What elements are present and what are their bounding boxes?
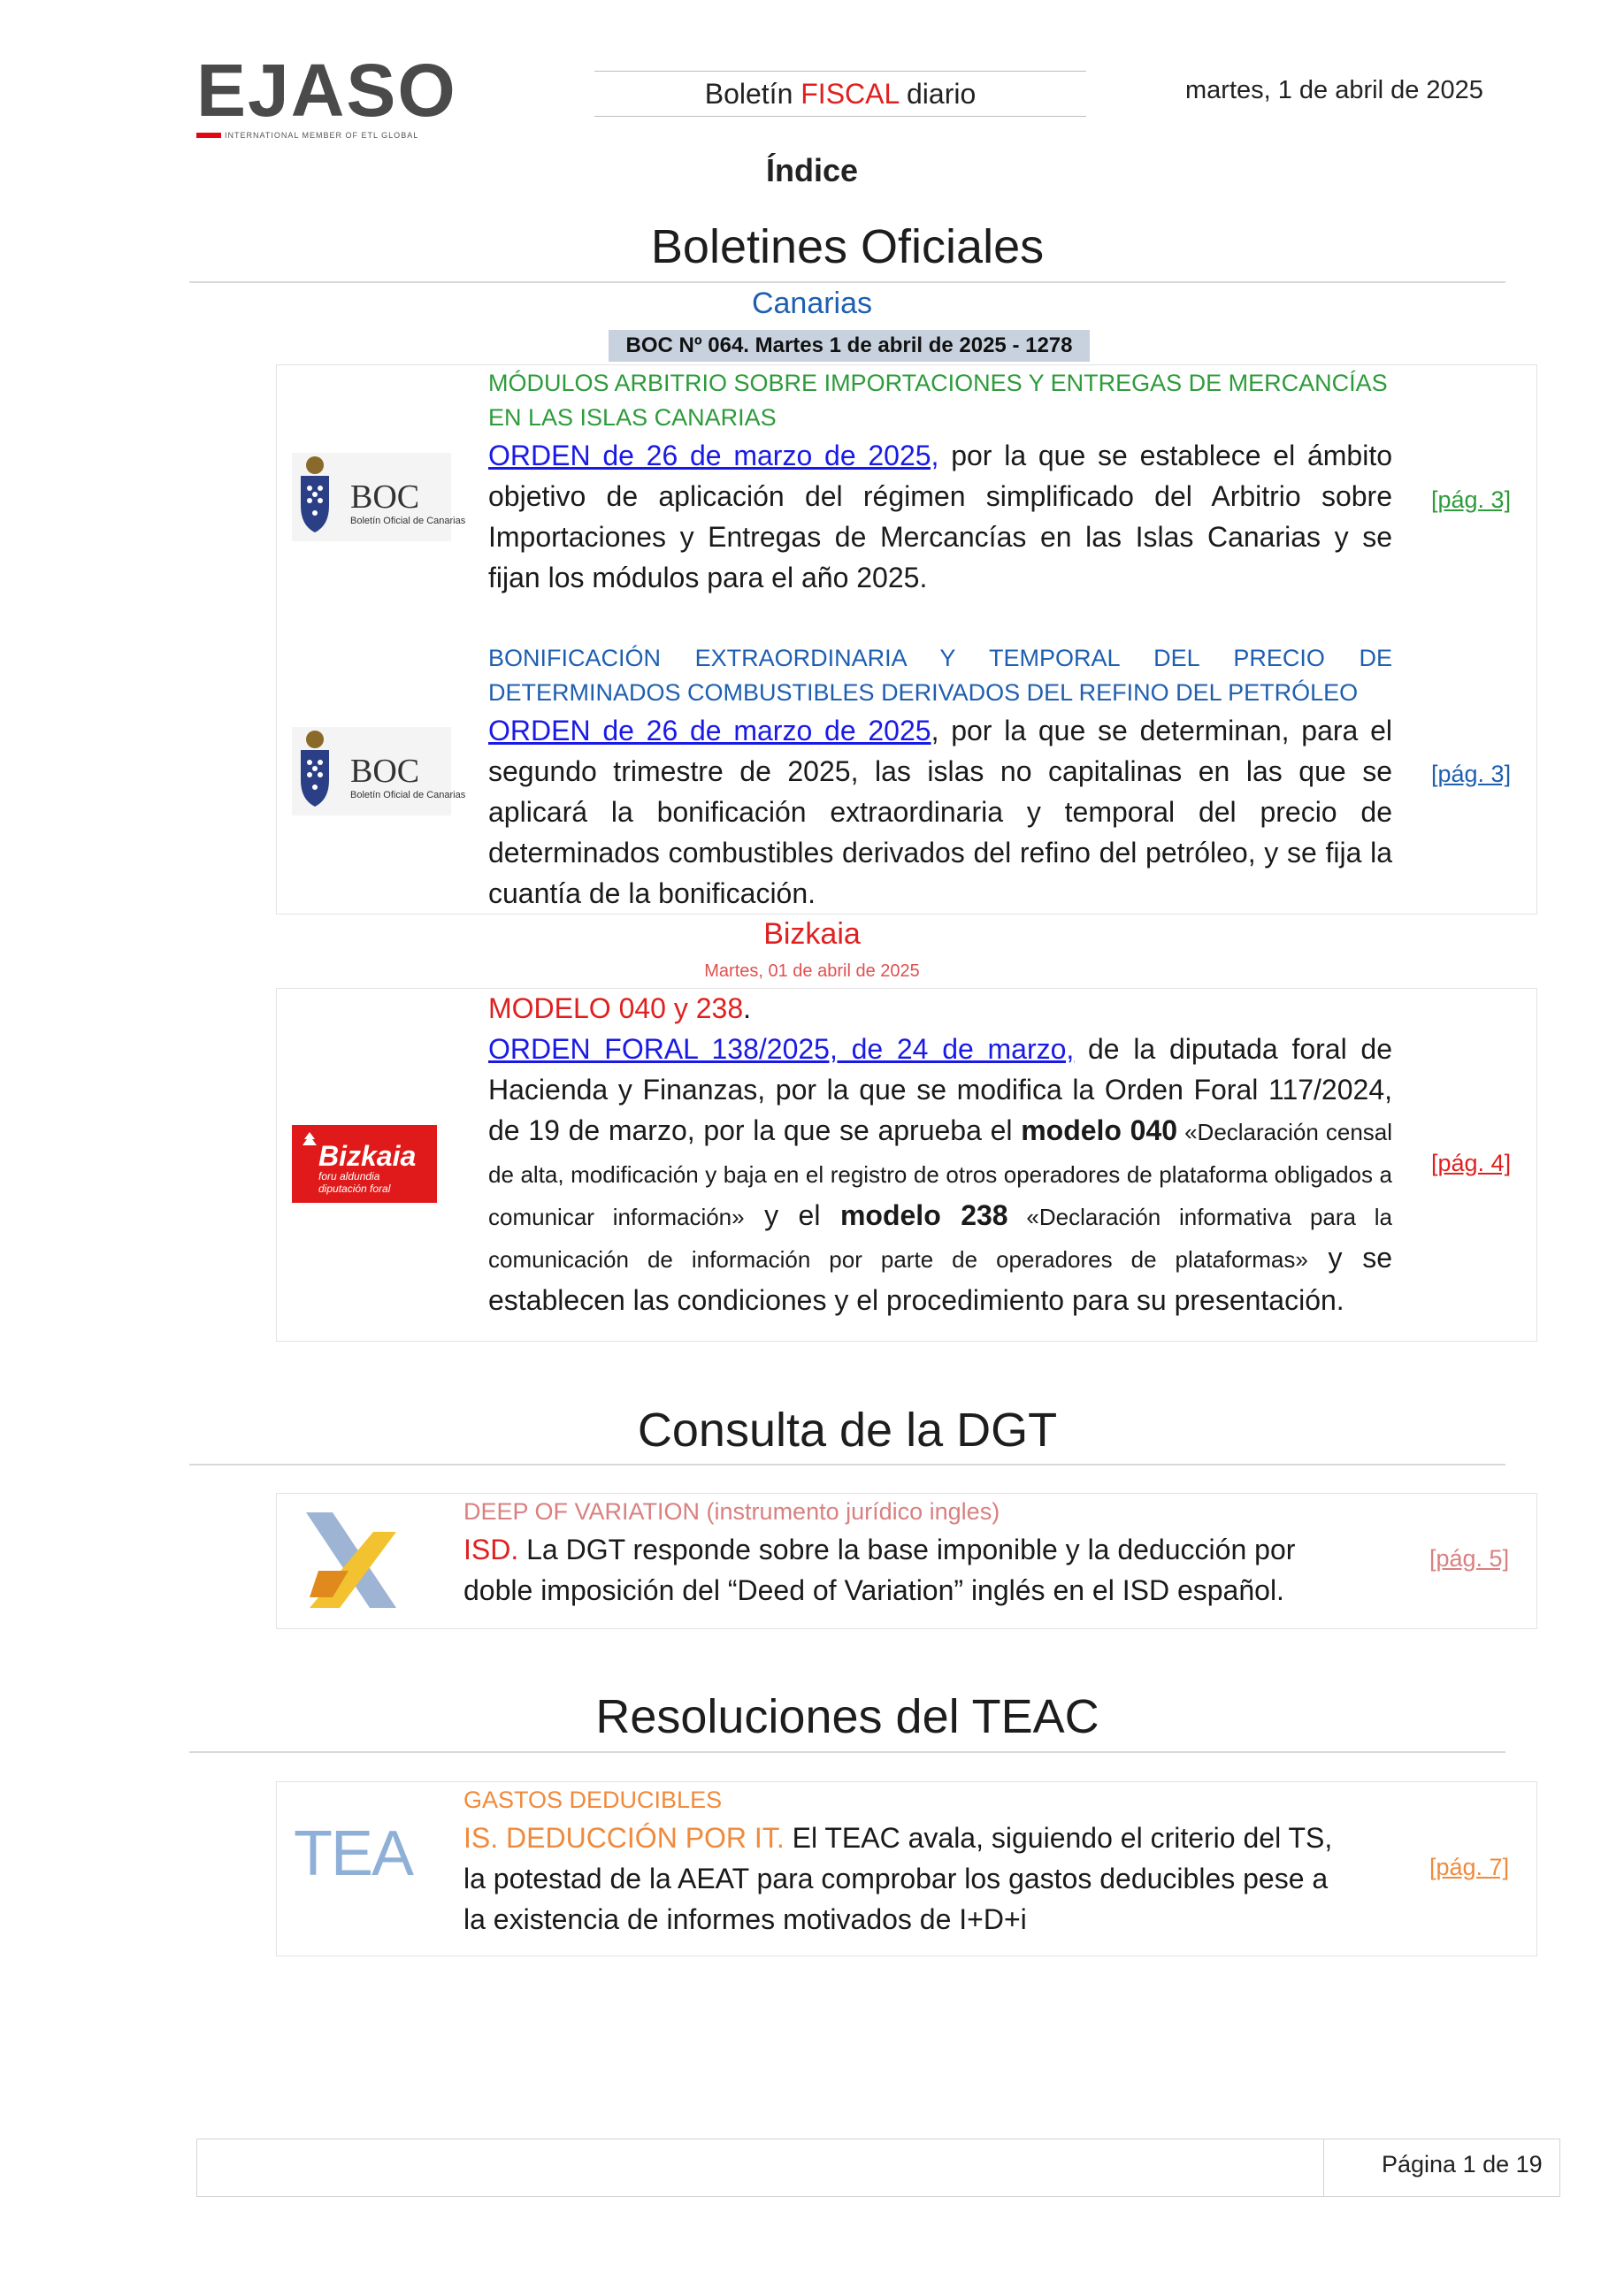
bizkaia-logo: [292, 1125, 437, 1203]
entry-text: El TEAC avala, siguiendo el criterio del TS, la potestad de la AEAT para comprobar los gastos deducibles pese a la existencia de informes motivados de I+D+i: [463, 1822, 1333, 1935]
boc-logo-text: BOC: [350, 478, 420, 516]
orden-link[interactable]: ORDEN de 26 de marzo de 2025,: [488, 440, 939, 471]
tea-logo-icon: [292, 1815, 413, 1889]
coat-of-arms-icon: [292, 727, 466, 815]
entry-text: y se establecen las condiciones y el procedimiento para su presentación.: [488, 1242, 1393, 1316]
entry-body: [488, 710, 1392, 914]
entry-lead: ISD.: [463, 1534, 519, 1565]
bizkaia-tree-icon: [292, 1125, 437, 1203]
page-number: Página 1 de 19: [1382, 2151, 1543, 2177]
boc-logo-sub: Boletín Oficial de Canarias: [350, 516, 466, 526]
canarias-entry-1: [488, 366, 1392, 598]
coat-of-arms-icon: [292, 453, 466, 541]
entry-heading: MÓDULOS ARBITRIO SOBRE IMPORTACIONES Y ENTREGAS DE MERCANCÍAS EN LAS ISLAS CANARIAS: [488, 370, 1388, 431]
logo-red-bar: [196, 133, 221, 138]
boc-logo-text: BOC: [350, 753, 420, 790]
footer-divider: [1323, 2139, 1324, 2197]
entry-text: y el: [744, 1199, 840, 1231]
section-divider: [189, 1464, 1505, 1466]
bulletin-title: [594, 71, 1086, 117]
page-link[interactable]: [pág. 7]: [1429, 1854, 1510, 1880]
logo-text: EJASO: [196, 49, 457, 132]
bizkaia-logo-sub2: diputación foral: [318, 1182, 391, 1195]
orden-link[interactable]: ORDEN de 26 de marzo de 2025: [488, 715, 931, 746]
footer-box: [196, 2139, 1560, 2197]
entry-body: [488, 1029, 1392, 1320]
entry-body: [463, 1529, 1357, 1611]
section-title-dgt: Consulta de la DGT: [637, 1404, 1058, 1457]
page-link[interactable]: [pág. 4]: [1431, 1150, 1512, 1176]
entry-heading: DEEP OF VARIATION (instrumento jurídico ingles): [463, 1498, 1000, 1525]
dgt-entry: [463, 1495, 1357, 1611]
bulletin-prefix: Boletín: [704, 78, 801, 110]
modelo-040: modelo 040: [1021, 1114, 1178, 1146]
bizkaia-logo-text: Bizkaia: [318, 1140, 417, 1172]
bulletin-suffix: diario: [899, 78, 977, 110]
region-bizkaia: Bizkaia: [763, 917, 861, 951]
orden-foral-link[interactable]: ORDEN FORAL 138/2025, de 24 de marzo,: [488, 1033, 1075, 1065]
section-divider: [189, 1751, 1505, 1753]
entry-lead: IS. DEDUCCIÓN POR IT.: [463, 1822, 785, 1854]
boc-logo: [292, 727, 466, 815]
boc-logo-sub: Boletín Oficial de Canarias: [350, 790, 466, 800]
modelo-heading: MODELO 040 y 238: [488, 992, 744, 1024]
entry-body: [463, 1818, 1357, 1940]
teac-logo: [292, 1815, 413, 1889]
page-link[interactable]: [pág. 3]: [1431, 486, 1512, 513]
boc-logo: [292, 453, 466, 541]
entry-text: por la que se establece el ámbito objetivo de aplicación del régimen simplificado del Arbitrio sobre Importaciones y Entregas de Mercancías en las Islas Canarias y se fijan los módulos para el año 2025.: [488, 440, 1393, 593]
entry-text: La DGT responde sobre la base imponible y la deducción por doble imposición del “Deed of Variation” inglés en el ISD español.: [463, 1534, 1296, 1606]
entry-heading: [488, 988, 1392, 1029]
modelo-238: modelo 238: [839, 1199, 1008, 1231]
canarias-entry-2: [488, 641, 1392, 914]
entry-text: de la diputada foral de Hacienda y Finanzas, por la que se modifica la Orden Foral 117/2024, de 19 de marzo, por la que se aprueba el: [488, 1033, 1393, 1146]
tea-logo-text: TEA: [294, 1818, 413, 1889]
header-date: martes, 1 de abril de 2025: [1185, 76, 1483, 104]
bizkaia-logo-sub1: foru aldundia: [318, 1170, 380, 1182]
section-divider: [189, 281, 1505, 283]
entry-text: , por la que se determinan, para el segundo trimestre de 2025, las islas no capitalinas en las que se aplicará la bonificación extraordinaria y temporal del precio de determinados combustibles derivados del refino del petróleo, y se fija la cuantía de la bonificación.: [488, 715, 1393, 909]
modelo-040-desc: «Declaración censal de alta, modificación y baja en el registro de otros operadores de plataforma obligados a comunicar información»: [488, 1119, 1393, 1230]
entry-heading: GASTOS DEDUCIBLES: [463, 1787, 723, 1813]
page-link[interactable]: [pág. 3]: [1431, 761, 1512, 787]
bulletin-fiscal: FISCAL: [801, 78, 900, 110]
ejaso-logo: [196, 49, 457, 140]
aeat-logo: [297, 1509, 403, 1611]
index-title: Índice: [765, 152, 859, 188]
teac-entry: [463, 1783, 1357, 1940]
entry-body: [488, 435, 1392, 598]
modelo-238-desc: «Declaración informativa para la comunicación de información por parte de operadores de plataformas»: [488, 1204, 1393, 1273]
boc-banner: BOC Nº 064. Martes 1 de abril de 2025 - 1278: [609, 330, 1090, 362]
heading-dot: .: [743, 992, 752, 1024]
entry-heading: BONIFICACIÓN EXTRAORDINARIA Y TEMPORAL DEL PRECIO DE DETERMINADOS COMBUSTIBLES DERIVADOS DEL REFINO DEL PETRÓLEO: [488, 645, 1392, 706]
section-title-teac: Resoluciones del TEAC: [595, 1690, 1099, 1743]
aeat-icon: [297, 1509, 403, 1611]
bizkaia-entry: [488, 988, 1392, 1320]
page-link[interactable]: [pág. 5]: [1429, 1545, 1510, 1572]
section-title-boletines: Boletines Oficiales: [650, 220, 1045, 273]
bizkaia-date: Martes, 01 de abril de 2025: [704, 961, 920, 981]
region-canarias: Canarias: [751, 287, 873, 320]
logo-subtitle: INTERNATIONAL MEMBER OF ETL GLOBAL: [225, 131, 419, 140]
